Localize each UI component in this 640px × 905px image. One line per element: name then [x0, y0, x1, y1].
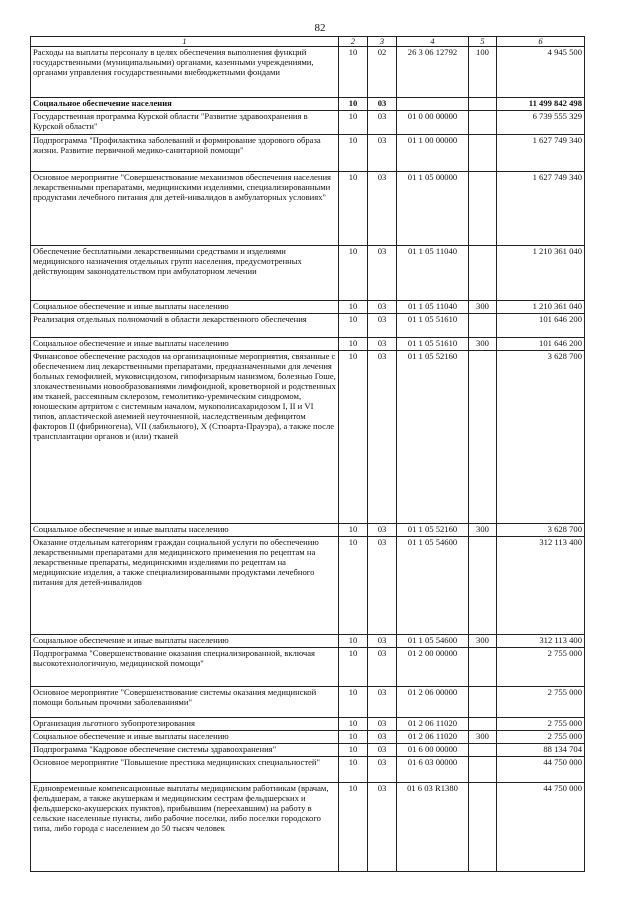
amount-cell: 101 646 200	[497, 314, 585, 338]
table-row	[31, 757, 585, 783]
expense-type-cell: 300	[469, 635, 497, 648]
column-number: 3	[368, 37, 397, 47]
expense-type-cell	[469, 744, 497, 757]
amount-cell: 2 755 000	[497, 731, 585, 744]
table-row	[31, 635, 585, 648]
table-row	[31, 687, 585, 718]
target-article-cell: 01 1 05 11040	[397, 246, 469, 301]
table-row	[31, 731, 585, 744]
section-code-cell: 10	[339, 731, 368, 744]
subsection-code-cell: 03	[368, 635, 397, 648]
table-row	[31, 648, 585, 687]
section-code-cell: 10	[339, 246, 368, 301]
row-name-cell: Основное мероприятие "Совершенствование системы оказания медицинской помощи больным прочими заболеваниями"	[31, 687, 339, 718]
row-name-cell: Единовременные компенсационные выплаты медицинским работникам (врачам, фельдшерам, а также акушеркам и медицинским сестрам фельдшерских и фельдшерско-акушерских пунктов), прибывшим (переехавшим) на работу в сельские населенные пункты, либо рабочие поселки, либо поселки городского типа, либо города с населением до 50 тысяч человек	[31, 783, 339, 872]
table-row	[31, 338, 585, 351]
row-name-cell: Оказание отдельным категориям граждан социальной услуги по обеспечению лекарственными препаратами для медицинского применения по рецептам на лекарственные препараты, медицинскими изделиями по рецептам на медицинские изделия, а также специализированными продуктами лечебного питания для детей-инвалидов	[31, 537, 339, 635]
subsection-code-cell: 03	[368, 135, 397, 172]
expense-type-cell	[469, 246, 497, 301]
target-article-cell: 01 1 05 52160	[397, 524, 469, 537]
table-row	[31, 744, 585, 757]
target-article-cell: 01 2 06 11020	[397, 718, 469, 731]
column-numbers-row	[31, 37, 585, 47]
target-article-cell: 26 3 06 12792	[397, 47, 469, 98]
expense-type-cell	[469, 98, 497, 111]
section-code-cell: 10	[339, 635, 368, 648]
expense-type-cell	[469, 718, 497, 731]
amount-cell: 44 750 000	[497, 783, 585, 872]
target-article-cell: 01 1 05 54600	[397, 635, 469, 648]
subsection-code-cell: 03	[368, 744, 397, 757]
amount-cell: 2 755 000	[497, 648, 585, 687]
expense-type-cell	[469, 757, 497, 783]
section-code-cell: 10	[339, 172, 368, 246]
section-code-cell: 10	[339, 98, 368, 111]
target-article-cell: 01 0 00 00000	[397, 111, 469, 135]
table-row	[31, 783, 585, 872]
amount-cell: 101 646 200	[497, 338, 585, 351]
subsection-code-cell: 03	[368, 301, 397, 314]
target-article-cell	[397, 98, 469, 111]
target-article-cell: 01 6 00 00000	[397, 744, 469, 757]
row-name-cell: Расходы на выплаты персоналу в целях обеспечения выполнения функций государственными (муниципальными) органами, казенными учреждениями, органами управления государственными внебюджетными фондами	[31, 47, 339, 98]
target-article-cell: 01 1 05 00000	[397, 172, 469, 246]
section-code-cell: 10	[339, 314, 368, 338]
expense-type-cell: 300	[469, 301, 497, 314]
budget-table	[30, 36, 585, 872]
subsection-code-cell: 03	[368, 731, 397, 744]
section-code-cell: 10	[339, 524, 368, 537]
table-row	[31, 314, 585, 338]
subsection-code-cell: 03	[368, 98, 397, 111]
amount-cell: 4 945 500	[497, 47, 585, 98]
row-name-cell: Организация льготного зубопротезирования	[31, 718, 339, 731]
section-code-cell: 10	[339, 351, 368, 524]
target-article-cell: 01 1 00 00000	[397, 135, 469, 172]
expense-type-cell	[469, 172, 497, 246]
subsection-code-cell: 03	[368, 314, 397, 338]
amount-cell: 3 628 700	[497, 351, 585, 524]
table-row	[31, 98, 585, 111]
amount-cell: 88 134 704	[497, 744, 585, 757]
expense-type-cell: 300	[469, 338, 497, 351]
subsection-code-cell: 03	[368, 172, 397, 246]
table-row	[31, 718, 585, 731]
target-article-cell: 01 1 05 54600	[397, 537, 469, 635]
table-row	[31, 246, 585, 301]
column-number: 2	[339, 37, 368, 47]
amount-cell: 312 113 400	[497, 635, 585, 648]
expense-type-cell	[469, 687, 497, 718]
amount-cell: 2 755 000	[497, 718, 585, 731]
row-name-cell: Подпрограмма "Кадровое обеспечение системы здравоохранения"	[31, 744, 339, 757]
target-article-cell: 01 2 00 00000	[397, 648, 469, 687]
subsection-code-cell: 02	[368, 47, 397, 98]
amount-cell: 11 499 842 498	[497, 98, 585, 111]
section-code-cell: 10	[339, 338, 368, 351]
row-name-cell: Подпрограмма "Совершенствование оказания специализированной, включая высокотехнологичную, медицинской помощи"	[31, 648, 339, 687]
target-article-cell: 01 1 05 51610	[397, 314, 469, 338]
column-number: 6	[497, 37, 585, 47]
amount-cell: 1 210 361 040	[497, 301, 585, 314]
target-article-cell: 01 2 06 00000	[397, 687, 469, 718]
expense-type-cell	[469, 111, 497, 135]
target-article-cell: 01 6 03 R1380	[397, 783, 469, 872]
section-code-cell: 10	[339, 718, 368, 731]
target-article-cell: 01 1 05 52160	[397, 351, 469, 524]
row-name-cell: Основное мероприятие "Повышение престижа медицинских специальностей"	[31, 757, 339, 783]
section-code-cell: 10	[339, 135, 368, 172]
subsection-code-cell: 03	[368, 718, 397, 731]
table-row	[31, 537, 585, 635]
expense-type-cell	[469, 351, 497, 524]
target-article-cell: 01 1 05 11040	[397, 301, 469, 314]
section-code-cell: 10	[339, 648, 368, 687]
section-code-cell: 10	[339, 47, 368, 98]
row-name-cell: Реализация отдельных полномочий в области лекарственного обеспечения	[31, 314, 339, 338]
target-article-cell: 01 6 03 00000	[397, 757, 469, 783]
section-code-cell: 10	[339, 301, 368, 314]
row-name-cell: Социальное обеспечение и иные выплаты населению	[31, 524, 339, 537]
table-row	[31, 172, 585, 246]
expense-type-cell	[469, 135, 497, 172]
amount-cell: 3 628 700	[497, 524, 585, 537]
expense-type-cell	[469, 648, 497, 687]
column-number: 1	[31, 37, 339, 47]
subsection-code-cell: 03	[368, 246, 397, 301]
row-name-cell: Социальное обеспечение и иные выплаты населению	[31, 301, 339, 314]
section-code-cell: 10	[339, 783, 368, 872]
row-name-cell: Социальное обеспечение и иные выплаты населению	[31, 635, 339, 648]
row-name-cell: Финансовое обеспечение расходов на организационные мероприятия, связанные с обеспечением лиц лекарственными препаратами, предназначенными для лечения больных гемофилией, муковисцидозом, гипофизарным нанизмом, болезнью Гоше, злокачественными новообразованиями лимфоидной, кроветворной и родственных им тканей, рассеянным склерозом, гемолитико-уремическим синдромом, юношеским артритом с системным началом, мукополисахаридозом I, II и VI типов, апластической анемией неуточненной, наследственным дефицитом факторов II (фибриногена), VII (лабильного), X (Стюарта-Прауэра), а также после трансплантации органов и (или) тканей	[31, 351, 339, 524]
expense-type-cell	[469, 314, 497, 338]
subsection-code-cell: 03	[368, 648, 397, 687]
table-row	[31, 351, 585, 524]
section-code-cell: 10	[339, 757, 368, 783]
section-code-cell: 10	[339, 111, 368, 135]
amount-cell: 312 113 400	[497, 537, 585, 635]
amount-cell: 44 750 000	[497, 757, 585, 783]
section-code-cell: 10	[339, 537, 368, 635]
section-code-cell: 10	[339, 687, 368, 718]
row-name-cell: Государственная программа Курской области "Развитие здравоохранения в Курской области"	[31, 111, 339, 135]
expense-type-cell	[469, 537, 497, 635]
subsection-code-cell: 03	[368, 757, 397, 783]
expense-type-cell: 300	[469, 731, 497, 744]
row-name-cell: Подпрограмма "Профилактика заболеваний и формирование здорового образа жизни. Развитие первичной медико-санитарной помощи"	[31, 135, 339, 172]
subsection-code-cell: 03	[368, 783, 397, 872]
subsection-code-cell: 03	[368, 111, 397, 135]
row-name-cell: Обеспечение бесплатными лекарственными средствами и изделиями медицинского назначения отдельных групп населения, предусмотренных действующим законодательством при амбулаторном лечении	[31, 246, 339, 301]
table-row	[31, 301, 585, 314]
expense-type-cell	[469, 783, 497, 872]
subsection-code-cell: 03	[368, 524, 397, 537]
table-row	[31, 111, 585, 135]
section-code-cell: 10	[339, 744, 368, 757]
target-article-cell: 01 1 05 51610	[397, 338, 469, 351]
table-row	[31, 135, 585, 172]
row-name-cell: Социальное обеспечение и иные выплаты населению	[31, 731, 339, 744]
row-name-cell: Основное мероприятие "Совершенствование механизмов обеспечения населения лекарственными препаратами, медицинскими изделиями, специализированными продуктами лечебного питания для детей-инвалидов в амбулаторных условиях"	[31, 172, 339, 246]
table-row	[31, 524, 585, 537]
target-article-cell: 01 2 06 11020	[397, 731, 469, 744]
expense-type-cell: 100	[469, 47, 497, 98]
subsection-code-cell: 03	[368, 338, 397, 351]
row-name-cell: Социальное обеспечение населения	[31, 98, 339, 111]
table-row	[31, 47, 585, 98]
column-number: 5	[469, 37, 497, 47]
page-number: 82	[314, 22, 326, 34]
row-name-cell: Социальное обеспечение и иные выплаты населению	[31, 338, 339, 351]
amount-cell: 1 627 749 340	[497, 172, 585, 246]
subsection-code-cell: 03	[368, 537, 397, 635]
amount-cell: 1 210 361 040	[497, 246, 585, 301]
amount-cell: 1 627 749 340	[497, 135, 585, 172]
expense-type-cell: 300	[469, 524, 497, 537]
column-number: 4	[397, 37, 469, 47]
amount-cell: 6 739 555 329	[497, 111, 585, 135]
subsection-code-cell: 03	[368, 687, 397, 718]
amount-cell: 2 755 000	[497, 687, 585, 718]
subsection-code-cell: 03	[368, 351, 397, 524]
